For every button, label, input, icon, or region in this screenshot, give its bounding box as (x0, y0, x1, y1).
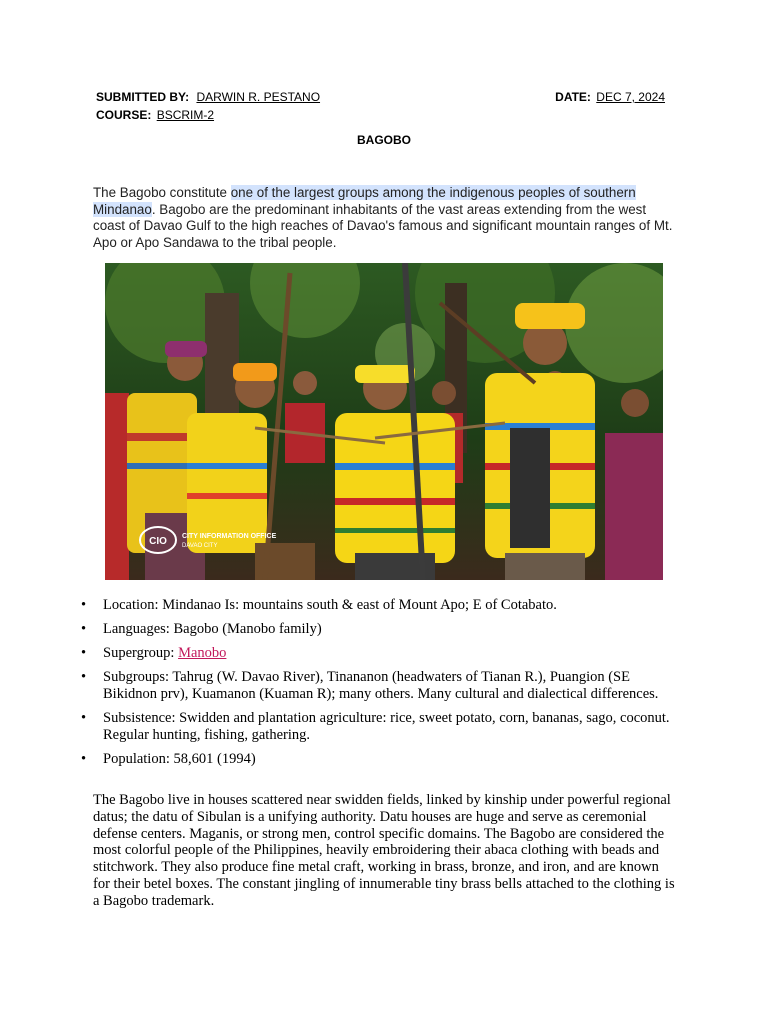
bullet-icon: • (81, 645, 87, 661)
bagobo-archers-photo (105, 263, 663, 580)
bullet-icon: • (81, 597, 87, 613)
photo-illustration (105, 263, 663, 580)
closing-paragraph: The Bagobo live in houses scattered near swidden fields, linked by kinship under powerful regional datus; the datu of Sibulan is a unifying authority. Datu houses are huge and serve as ceremonial defense centers. Maganis, or strong men, control specific domains. The Bagobo are considered the most colorful people of the Philippines, heavily embroidering their abaca clothing with beads and stitchwork. They also produce fine metal craft, working in brass, bronze, and iron, and are known for their betel boxes. The constant jingling of innumerable tiny brass bells attached to the clothing is a Bagobo trademark. (93, 792, 675, 909)
location-text: Location: Mindanao Is: mountains south & east of Mount Apo; E of Cotabato. (103, 597, 557, 613)
intro-text-after: . Bagobo are the predominant inhabitants of the vast areas extending from the west coast of Davao Gulf to the high reaches of Davao's famous and significant mountain ranges of Mt. Apo or Apo Sandawa to the tribal people. (93, 201, 673, 250)
document-header (96, 88, 665, 124)
submitted-by-value: DARWIN R. PESTANO (196, 90, 321, 104)
intro-text-before: The Bagobo constitute (93, 185, 231, 200)
course-label: COURSE: (96, 108, 152, 122)
facts-list (80, 597, 675, 775)
list-item (80, 710, 675, 744)
document-title: BAGOBO (357, 133, 411, 147)
manobo-link[interactable]: Manobo (178, 645, 227, 661)
list-item (80, 621, 675, 638)
date-value: DEC 7, 2024 (596, 90, 665, 104)
list-item (80, 597, 675, 614)
submitted-by (96, 88, 320, 106)
watermark-line-2: DAVAO CITY (182, 543, 218, 549)
bullet-icon: • (81, 751, 87, 767)
bullet-icon: • (81, 669, 87, 685)
course-value: BSCRIM-2 (156, 108, 215, 122)
course (96, 106, 665, 124)
list-item (80, 669, 675, 703)
supergroup-label: Supergroup: (103, 645, 179, 661)
header-row-1 (96, 88, 665, 106)
languages-text: Languages: Bagobo (Manobo family) (103, 621, 322, 637)
bullet-icon: • (81, 710, 87, 726)
watermark-logo-text: CIO (149, 536, 167, 547)
intro-paragraph (93, 185, 673, 251)
date-label: DATE: (555, 90, 591, 104)
subgroups-text: Subgroups: Tahrug (W. Davao River), Tinananon (headwaters of Tianan R.), Puangion (SE Bikidnon prv), Kuamanon (Kuaman R); many others. Many cultural and dialectical differences. (103, 669, 659, 702)
date (555, 88, 665, 106)
submitted-by-label: SUBMITTED BY: (96, 90, 190, 104)
bullet-icon: • (81, 621, 87, 637)
subsistence-text: Subsistence: Swidden and plantation agriculture: rice, sweet potato, corn, bananas, sago, coconut. Regular hunting, fishing, gathering. (103, 710, 670, 743)
watermark-line-1: CITY INFORMATION OFFICE (182, 533, 277, 540)
population-text: Population: 58,601 (1994) (103, 751, 256, 767)
intro-highlighted-text: one of the largest groups among the indigenous peoples of southern Mindanao (93, 185, 636, 217)
list-item (80, 751, 675, 768)
list-item (80, 645, 675, 662)
